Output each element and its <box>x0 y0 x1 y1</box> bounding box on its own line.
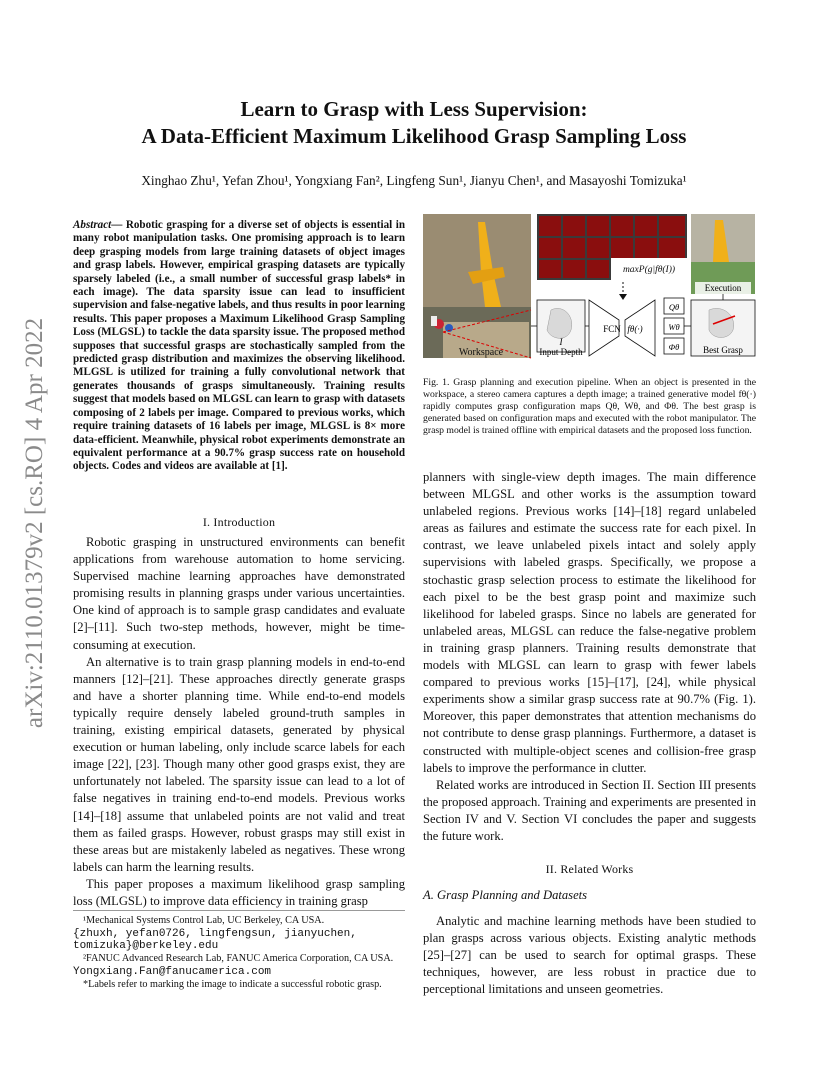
abstract-label: Abstract <box>73 219 112 231</box>
input-depth-label: Input Depth <box>539 347 583 357</box>
max-likelihood-label: maxP(g|fθ(I)) <box>622 265 676 275</box>
right-paragraph-1: planners with single-view depth images. The main difference between MLGSL and other works is the assumption toward unlabeled regions. Previous works [14]–[18] regard unlabeled areas as failures and estimate the success rate for each pixel. In contrast, we leave unlabeled pixels intact and solely apply supervisions with labeled grasps. Specifically, we propose a stochastic grasp selection process to estimate the likelihood for each pixel to be the best grasp point and maximize such likelihood for labeled grasps. Since no labels are generated for unlabeled areas, MLGSL can reduce the false-negative problem in training grasp planners. Training results demonstrate that models with MLGSL can learn to grasp with fewer labels compared to previous works [15]–[17], [24], while physical experiments show a similar grasp success rate at 90.7% (Fig. 1). Moreover, this paper demonstrates that attention mechanisms do not contribute to dense grasp plannings. Furthermore, a dataset is constructed with multiple-object scenes and collision-free grasp labels to improve the performance in clutter. <box>423 470 756 775</box>
figure-1-caption: Fig. 1. Grasp planning and execution pipeline. When an object is presented in the workspace, a stereo camera captures a depth image; a trained generative model fθ(·) rapidly computes grasp configuration maps Qθ, Wθ, and Φθ. The best grasp is generated based on configuration maps and executed with the robot manipulator. The grasp model is trained offline with empirical datasets and the proposed loss function. <box>423 377 756 436</box>
fcn-function: fθ(·) <box>627 324 643 334</box>
arxiv-sidebar-stamp <box>10 228 60 818</box>
footnote-2-email: Yongxiang.Fan@fanucamerica.com <box>73 965 272 978</box>
subsection-heading: A. Grasp Planning and Datasets <box>423 888 588 902</box>
paper-title-line-1: Learn to Grasp with Less Supervision: <box>240 97 588 121</box>
intro-paragraph-3: This paper proposes a maximum likelihood grasp sampling loss (MLGSL) to improve data efficiency in training grasp <box>73 876 405 908</box>
author-list: Xinghao Zhu¹, Yefan Zhou¹, Yongxiang Fan², Lingfeng Sun¹, Jianyu Chen¹, and Masayoshi Tomizuka¹ <box>141 173 687 188</box>
paper-title-line-2: A Data-Efficient Maximum Likelihood Grasp Sampling Loss <box>141 124 687 148</box>
workspace-label: Workspace <box>458 347 504 358</box>
grasp-sample-grid <box>537 214 687 280</box>
fcn-label: FCN <box>603 324 621 334</box>
best-grasp-label: Best Grasp <box>703 345 743 355</box>
footnote-1-affiliation: ¹Mechanical Systems Control Lab, UC Berkeley, CA USA. <box>83 915 325 926</box>
q-map-label: Qθ <box>668 302 680 312</box>
footnote-1-emails: {zhuxh, yefan0726, lingfengsun, jianyuchen, <box>73 927 357 940</box>
abstract-text: — Robotic grasping for a diverse set of objects is essential in many robot manipulation tasks. One promising approach is to learn deep grasping models from large training datasets of object images and grasp labels. However, empirical grasping datasets are typically sparsely labeled (i.e., a small number of successful grasp labels* in each image). The data sparsity issue can lead to insufficient supervision and false-negative labels, and thus results in poor learning results. This paper proposes a Maximum Likelihood Grasp Sampling Loss (MLGSL) to tackle the data sparsity issue. The proposed method supposes that successful grasps are stochastically sampled from the predicted grasp distribution and maximizes the observing likelihood. MLGSL is utilized for training a fully convolutional network that generates thousands of grasps simultaneously. Training results suggest that models based on MLGSL can learn to grasp with datasets composing of 2 labels per image. Compared to previous works, which require training datasets of 16 labels per image, MLGSL is 8× more data-efficient. Meanwhile, physical robot experiments demonstrate an equivalent performance at a 90.7% grasp success rate on household objects. Codes and videos are available at [1]. <box>73 219 405 473</box>
right-paragraph-2: Related works are introduced in Section II. Section III presents the proposed approach. Training and experiments are presented in Section IV and V. Section VI concludes the paper and suggests the future work. <box>423 777 756 843</box>
related-works-body <box>423 913 756 998</box>
footnote-rule <box>73 910 405 911</box>
footnote-3: *Labels refer to marking the image to indicate a successful robotic grasp. <box>83 978 382 990</box>
footnote-1-domain: tomizuka}@berkeley.edu <box>73 940 219 953</box>
right-column-body <box>423 469 756 845</box>
footnote-2-affiliation: ²FANUC Advanced Research Lab, FANUC America Corporation, CA USA. <box>83 953 394 965</box>
input-symbol: I <box>559 337 563 347</box>
w-map-label: Wθ <box>668 322 680 332</box>
section-heading-introduction: I. Introduction <box>202 515 276 529</box>
arxiv-id: arXiv:2110.01379v2 [cs.RO] 4 Apr 2022 <box>21 317 48 729</box>
intro-paragraph-2: An alternative is to train grasp planning models in end-to-end manners [12]–[21]. These approaches directly generate grasps and have a shorter planning time. While end-to-end models typically require densely labeled ground-truth samples in training, existing empirical datasets, generated by physical execution or human labeling, only include scarce labels for each image [22], [23]. Though many other good grasps exist, they are unfortunately not labeled. The sparsity issue can lead to a lot of false negatives in training end-to-end models. Previous works [14]–[18] assume that unlabeled points are not valid and treat them as failed grasps. However, robust grasps may still exist in these areas but are mistakenly labeled as negatives. These wrong labels can harm the learning results. <box>73 654 405 874</box>
phi-map-label: Φθ <box>668 342 680 352</box>
footnotes <box>73 915 405 991</box>
intro-paragraph-1: Robotic grasping in unstructured environments can benefit applications from warehouse automation to home servicing. Supervised machine learning approaches have demonstrated promising results in planning grasps under various uncertainties. One kind of approach is to sample grasp candidates and evaluate [2]–[11]. Such two-step methods, however, might be time-consuming at execution. <box>73 535 405 652</box>
execution-label: Execution <box>704 283 742 293</box>
left-column-body <box>73 534 405 910</box>
figure-1-diagram <box>423 212 756 364</box>
abstract <box>73 219 405 474</box>
related-paragraph-1: Analytic and machine learning methods have been studied to plan grasps across various objects. Existing analytic methods [25]–[27] can be used to search for optimal grasps. These techniques, however, are less robust in practice due to perceptional limitations and unseen geometries. <box>423 914 756 997</box>
figure-1 <box>423 212 756 364</box>
section-heading-related-works: II. Related Works <box>545 862 634 876</box>
